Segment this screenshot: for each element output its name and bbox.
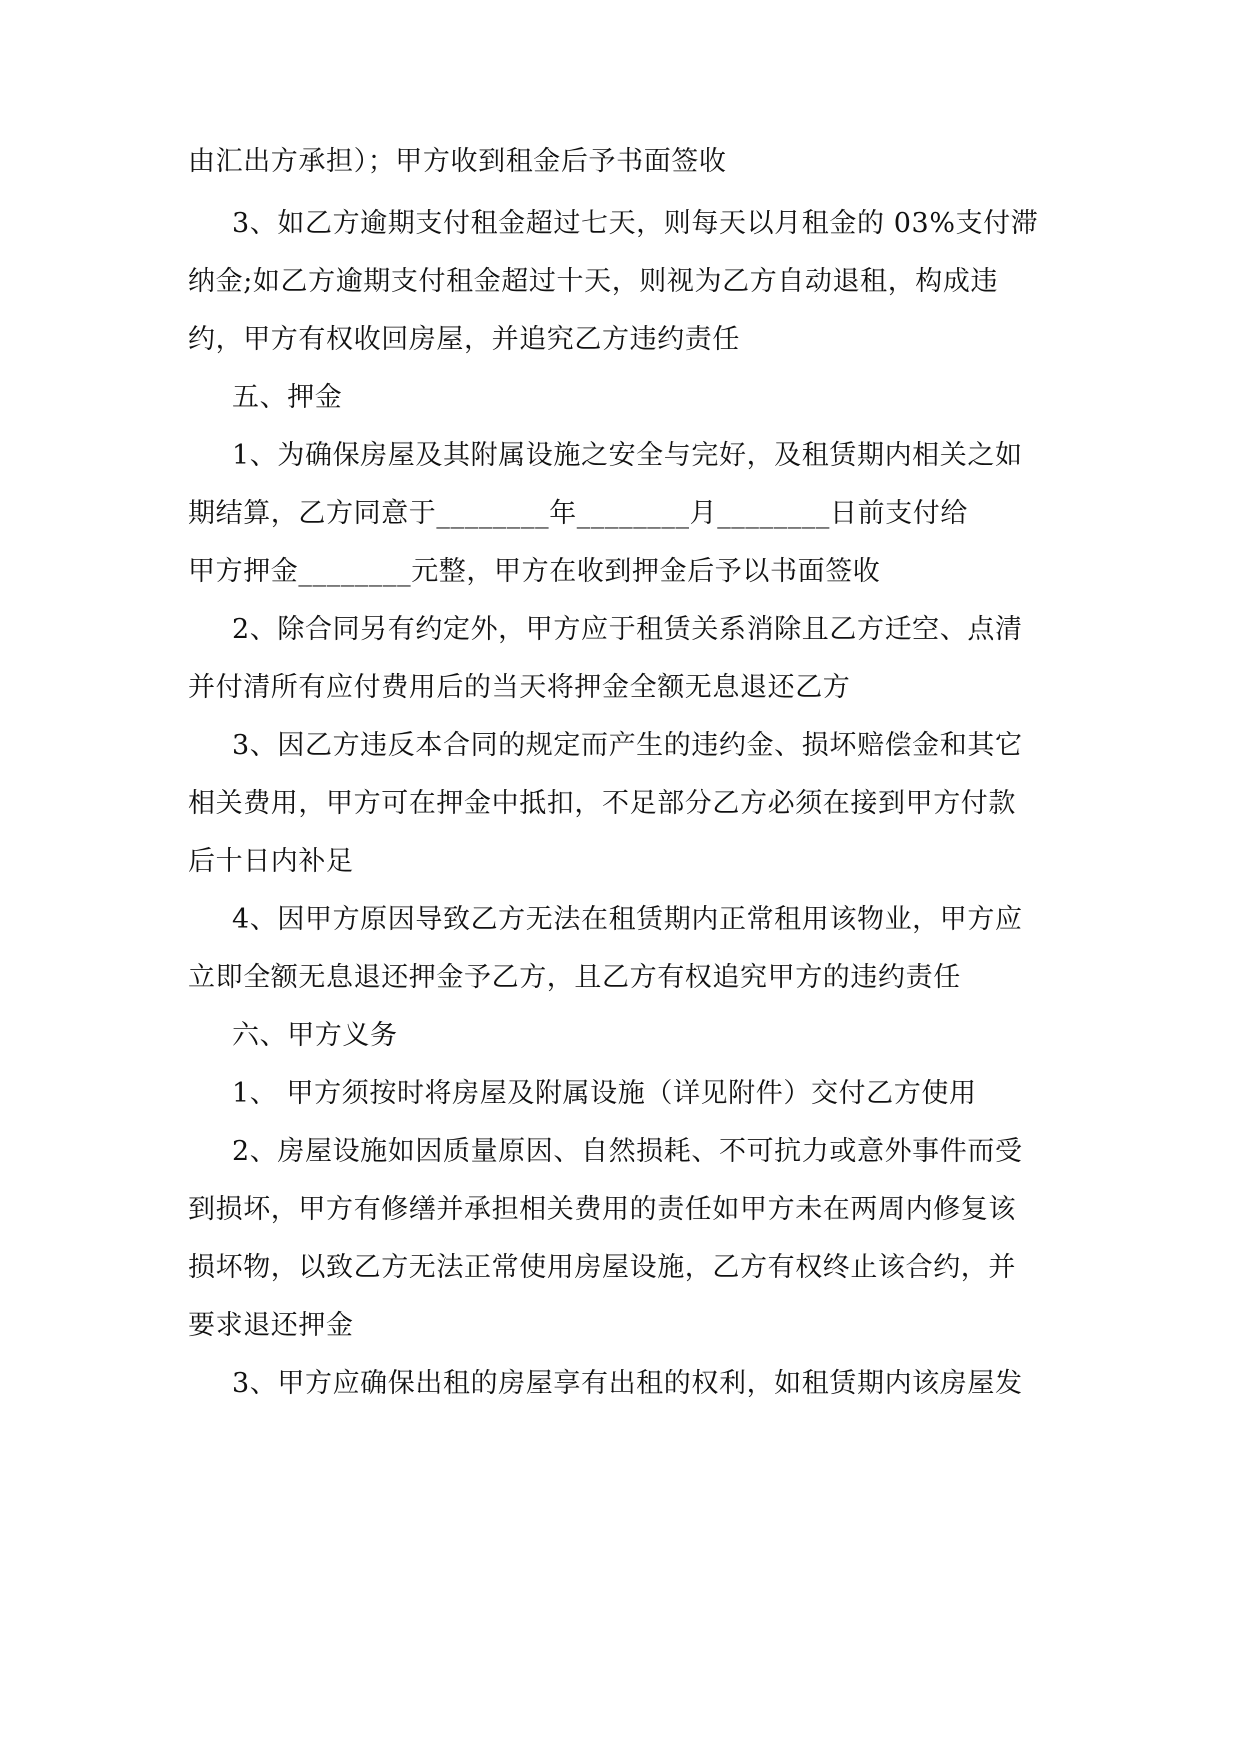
text-line: 1、为确保房屋及其附属设施之安全与完好，及租赁期内相关之如 [232,440,1023,471]
section-heading: 五、押金 [232,382,343,413]
text-line: 相关费用，甲方可在押金中抵扣，不足部分乙方必须在接到甲方付款 [188,788,1016,819]
text-line: 立即全额无息退还押金予乙方，且乙方有权追究甲方的违约责任 [188,962,961,993]
text-line: 期结算，乙方同意于________年________月________日前支付给 [188,498,968,529]
text-line: 3、因乙方违反本合同的规定而产生的违约金、损坏赔偿金和其它 [232,730,1023,761]
text-line: 2、除合同另有约定外，甲方应于租赁关系消除且乙方迁空、点清 [232,614,1023,645]
text-line: 1、 甲方须按时将房屋及附属设施（详见附件）交付乙方使用 [232,1078,977,1109]
text-line: 到损坏，甲方有修缮并承担相关费用的责任如甲方未在两周内修复该 [188,1194,1016,1225]
text-line: 3、甲方应确保出租的房屋享有出租的权利，如租赁期内该房屋发 [232,1368,1023,1399]
text-line: 由汇出方承担）；甲方收到租金后予书面签收 [188,146,727,177]
text-line: 后十日内补足 [188,846,354,877]
text-line: 约，甲方有权收回房屋，并追究乙方违约责任 [188,324,740,355]
text-line: 2、房屋设施如因质量原因、自然损耗、不可抗力或意外事件而受 [232,1136,1023,1167]
text-line: 纳金;如乙方逾期支付租金超过十天，则视为乙方自动退租，构成违 [188,266,999,297]
text-line: 甲方押金________元整，甲方在收到押金后予以书面签收 [188,556,881,587]
section-heading: 六、甲方义务 [232,1020,398,1051]
text-line: 3、如乙方逾期支付租金超过七天，则每天以月租金的 03%支付滞 [232,208,1039,239]
text-line: 要求退还押金 [188,1310,354,1341]
text-line: 并付清所有应付费用后的当天将押金全额无息退还乙方 [188,672,851,703]
text-line: 4、因甲方原因导致乙方无法在租赁期内正常租用该物业，甲方应 [232,904,1023,935]
text-line: 损坏物，以致乙方无法正常使用房屋设施，乙方有权终止该合约，并 [188,1252,1016,1283]
